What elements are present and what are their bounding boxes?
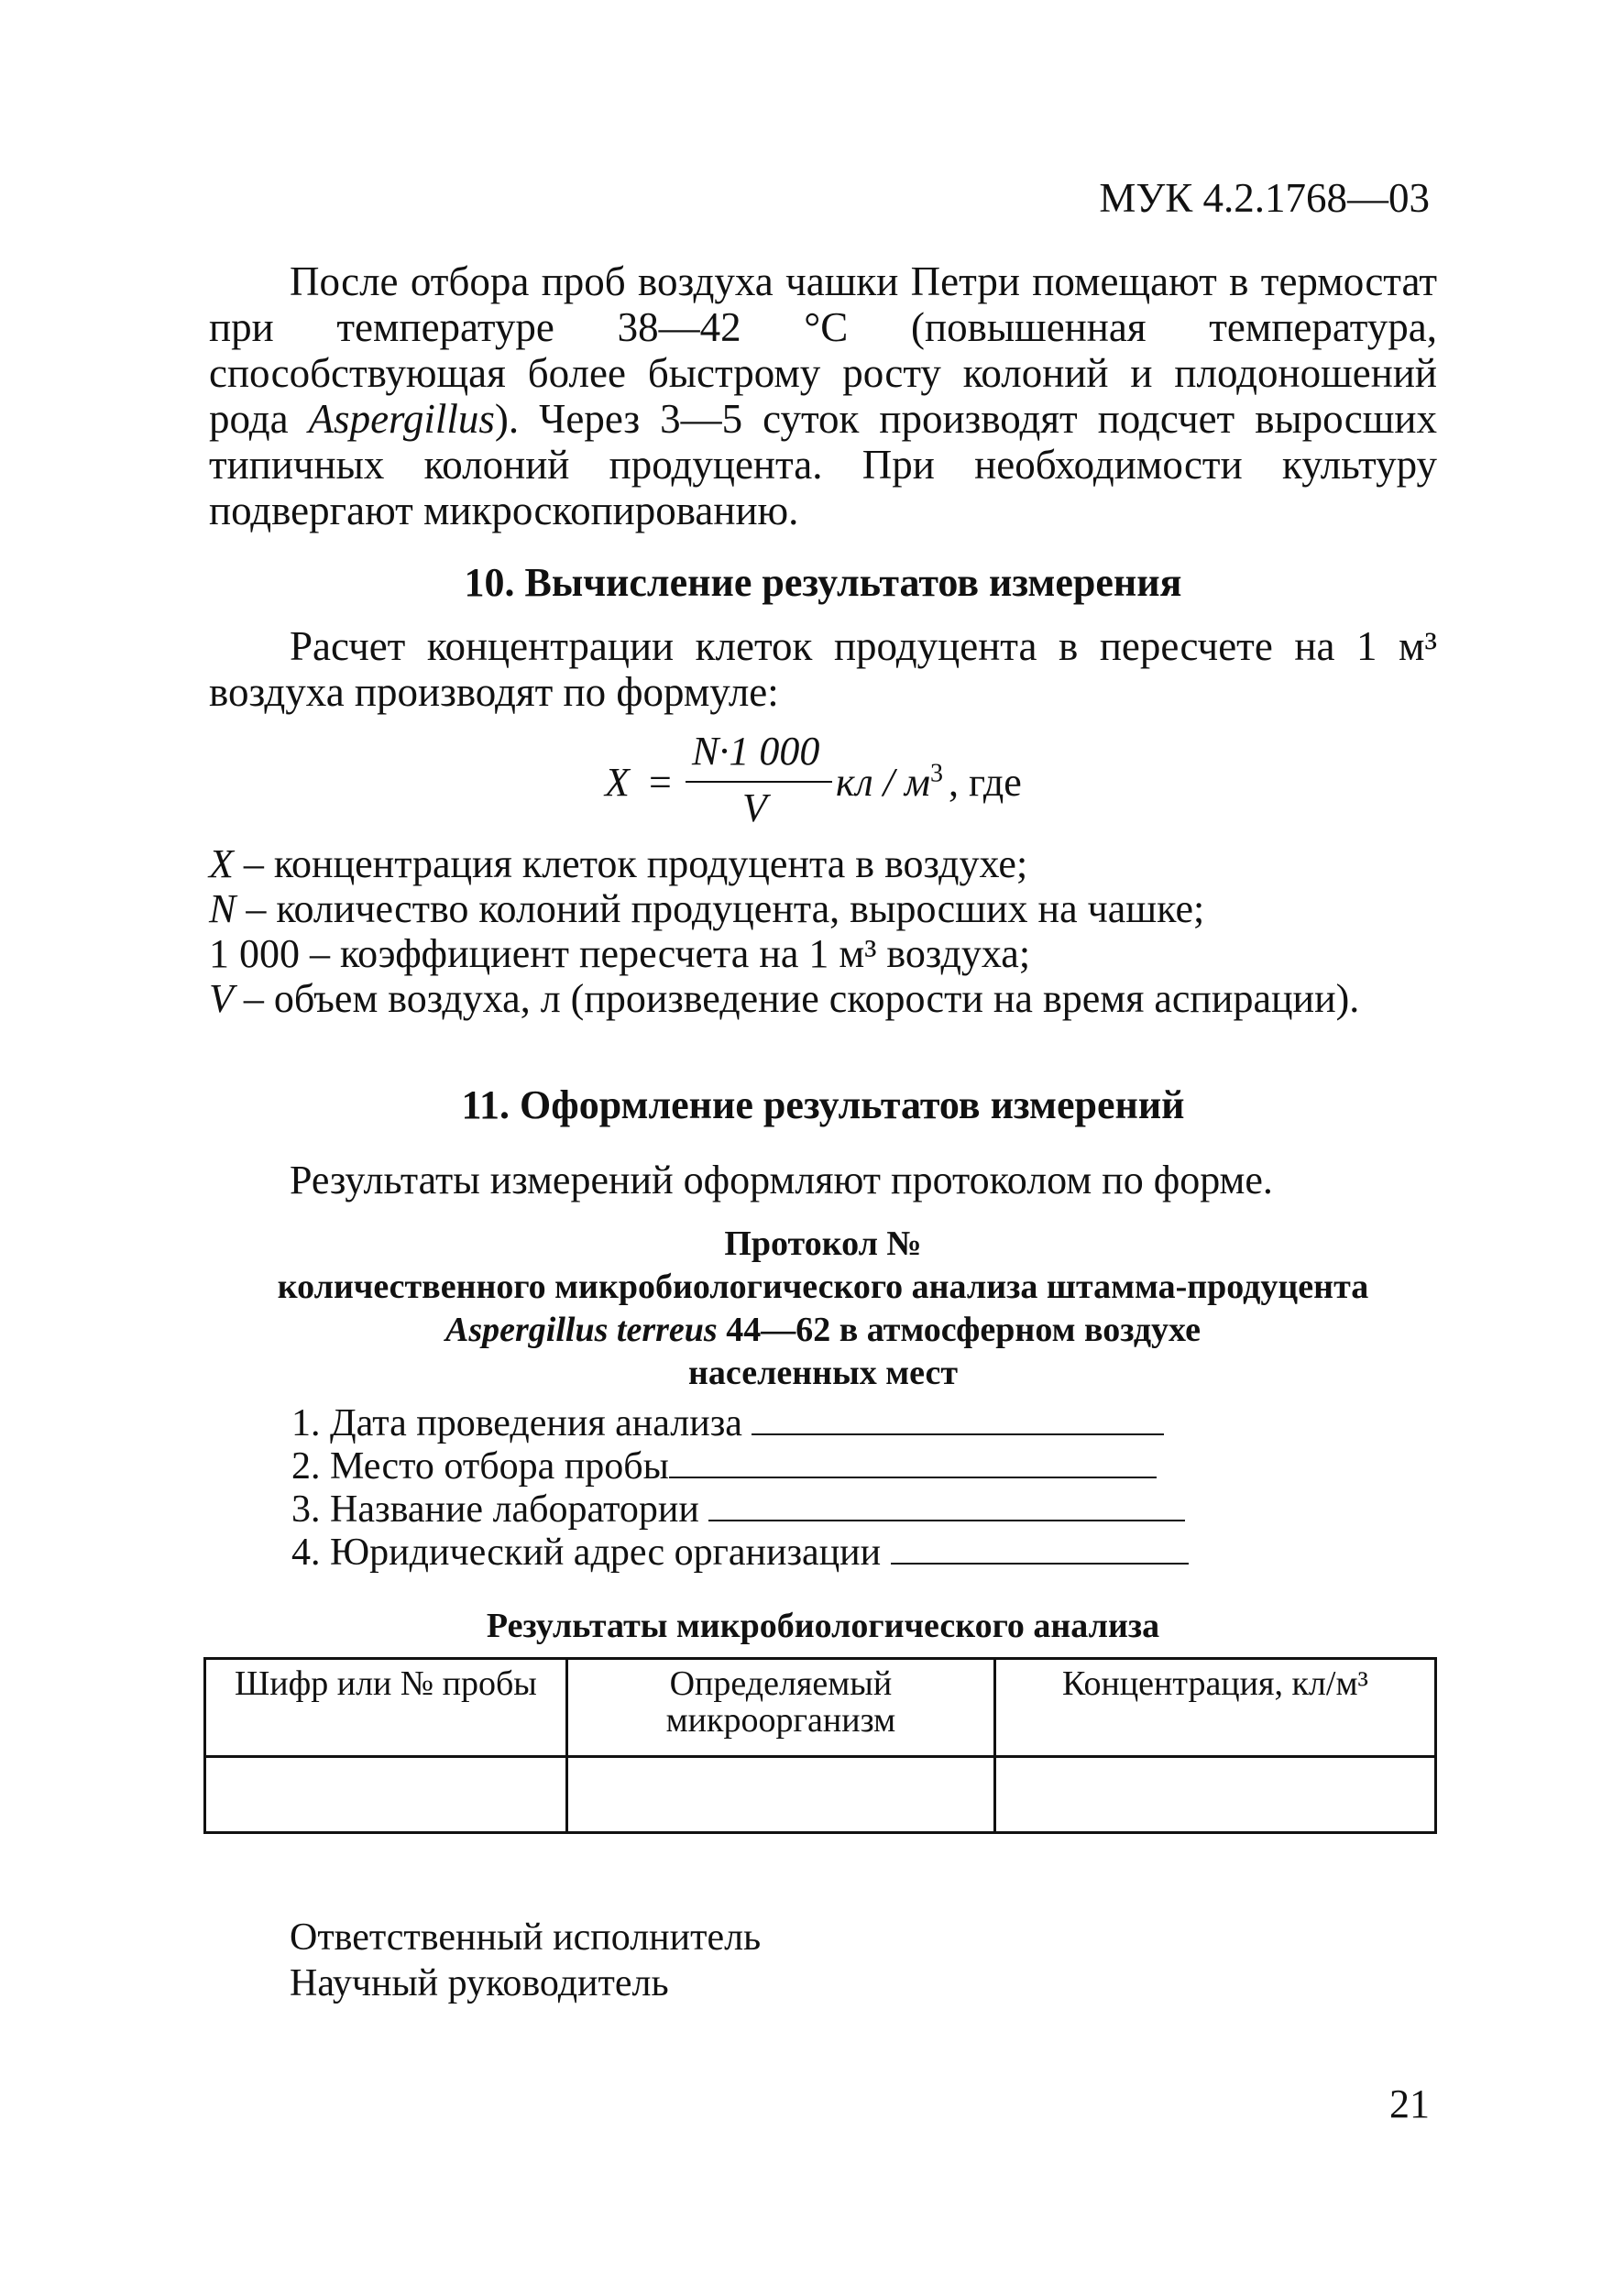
signature-responsible: Ответственный исполнитель: [290, 1916, 762, 1959]
section-10-intro: Расчет концентрации клеток продуцента в пересчете на 1 м³ воздуха производят по формуле:: [209, 623, 1437, 715]
protocol-heading: [209, 1223, 1437, 1395]
formula-denominator: V: [742, 785, 767, 830]
page-number: 21: [1389, 2081, 1430, 2126]
definition-item: [209, 976, 1437, 1021]
field-lab-name: [291, 1488, 1189, 1532]
field-legal-address: [291, 1532, 1189, 1575]
results-table: [203, 1657, 1437, 1834]
formula-tail: , где: [949, 760, 1022, 805]
formula-definitions: [209, 841, 1437, 1021]
protocol-title: Протокол №: [724, 1224, 922, 1263]
table-cell[interactable]: [566, 1757, 994, 1833]
protocol-places: населенных мест: [688, 1354, 958, 1392]
fraction-bar: [686, 781, 832, 783]
signature-supervisor: Научный руководитель: [290, 1962, 669, 2004]
formula-unit: [836, 759, 943, 806]
formula-unit-exponent: 3: [929, 759, 943, 788]
fill-in-line[interactable]: [752, 1402, 1164, 1435]
field-label: 1. Дата проведения анализа: [291, 1402, 742, 1444]
intro-paragraph: [209, 258, 1437, 533]
header-microorganism: Определяемый микроорганизм: [566, 1659, 994, 1757]
table-row: [205, 1757, 1436, 1833]
field-label: 2. Место отбора пробы: [291, 1445, 669, 1488]
concentration-formula: [605, 731, 1081, 832]
results-table-title: Результаты микробиологического анализа: [486, 1607, 1160, 1645]
definition-symbol: N: [209, 886, 236, 931]
table-cell[interactable]: [205, 1757, 567, 1833]
intro-text-part1: После отбора проб воздуха чашки Петри помещают в термостат при температуре 38—42 °C (повышенная температура, способствующая более быстрому росту колоний и плодоношений рода: [209, 258, 1437, 442]
definition-symbol: X: [209, 841, 234, 886]
protocol-fields: [291, 1402, 1189, 1575]
fill-in-line[interactable]: [669, 1445, 1157, 1478]
formula-numerator: N·1 000: [692, 729, 820, 774]
strain-rest: 44—62 в атмосферном воздухе: [717, 1311, 1201, 1349]
formula-equals: =: [649, 760, 672, 805]
table-cell[interactable]: [994, 1757, 1435, 1833]
formula-unit-text: кл / м: [836, 760, 930, 805]
protocol-subtitle: количественного микробиологического анализа штамма-продуцента: [277, 1268, 1369, 1306]
field-sampling-place: [291, 1445, 1189, 1488]
definition-text: – объем воздуха, л (произведение скорости на время аспирации).: [233, 976, 1360, 1021]
protocol-strain-line: [209, 1309, 1437, 1352]
field-label: 4. Юридический адрес организации: [291, 1532, 882, 1574]
document-code: МУК 4.2.1768—03: [1099, 175, 1430, 221]
definition-text: – концентрация клеток продуцента в воздухе;: [233, 841, 1028, 886]
header-concentration: Концентрация, кл/м³: [994, 1659, 1435, 1757]
formula-lhs: X: [605, 760, 630, 805]
definition-item: [209, 841, 1437, 886]
header-sample-code: Шифр или № пробы: [205, 1659, 567, 1757]
fill-in-line[interactable]: [708, 1488, 1185, 1521]
fill-in-line[interactable]: [891, 1532, 1189, 1565]
table-header-row: [205, 1659, 1436, 1757]
section-10-title: 10. Вычисление результатов измерения: [464, 560, 1182, 605]
intro-text-part2: ). Через 3—5 суток производят подсчет выросших типичных колоний продуцента. При необходимости культуру подвергают микроскопированию.: [209, 396, 1438, 533]
field-label: 3. Название лаборатории: [291, 1488, 699, 1531]
definition-symbol: V: [209, 976, 234, 1021]
section-11-title: 11. Оформление результатов измерений: [461, 1082, 1185, 1127]
genus-name: Aspergillus: [308, 396, 495, 442]
definition-item: [209, 931, 1437, 976]
species-name: Aspergillus terreus: [445, 1311, 718, 1349]
section-11-intro: Результаты измерений оформляют протоколом по форме.: [290, 1158, 1273, 1202]
definition-text: 1 000 – коэффициент пересчета на 1 м³ воздуха;: [209, 931, 1031, 976]
definition-text: – количество колоний продуцента, выросших на чашке;: [236, 886, 1205, 931]
field-analysis-date: [291, 1402, 1189, 1445]
definition-item: [209, 886, 1437, 931]
